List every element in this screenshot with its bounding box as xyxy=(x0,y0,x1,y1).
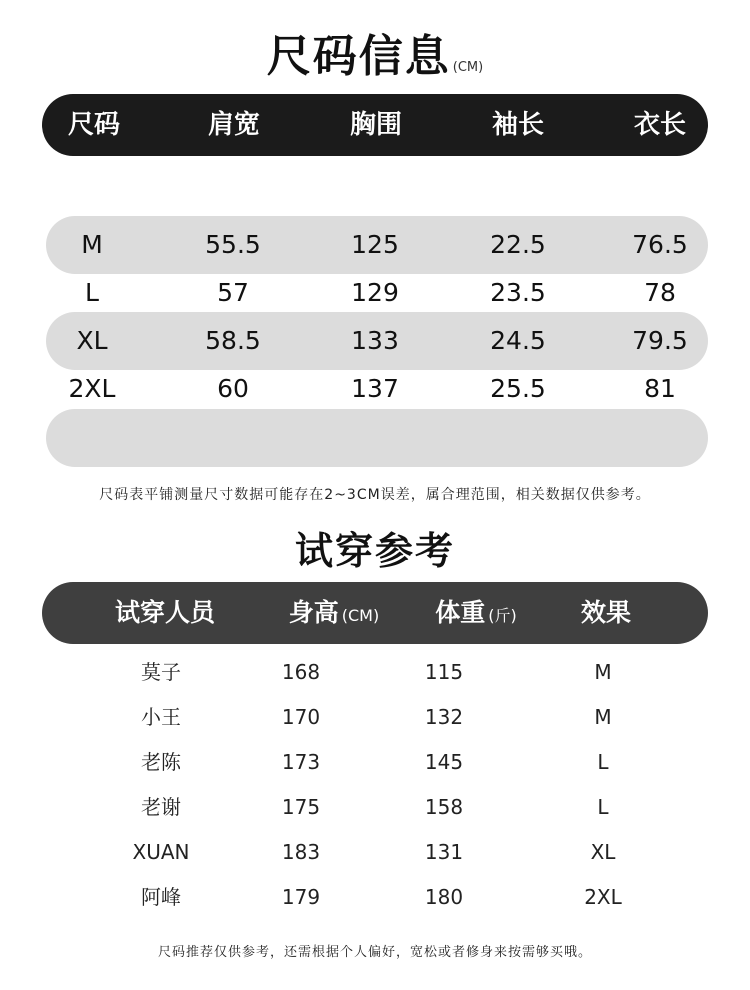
cell-chest: 125 xyxy=(351,230,399,259)
cell-height: 175 xyxy=(281,795,321,819)
header-height xyxy=(254,582,414,644)
cell-chest: 129 xyxy=(351,278,399,307)
cell-height: 168 xyxy=(281,660,321,684)
cell-size: M xyxy=(81,230,103,259)
header-shoulder: 肩宽 xyxy=(208,110,261,140)
header-length: 衣长 xyxy=(634,110,687,140)
cell-length: 81 xyxy=(644,374,676,403)
cell-weight: 131 xyxy=(424,840,464,864)
table-row xyxy=(0,742,750,782)
cell-weight: 132 xyxy=(424,705,464,729)
cell-person: 老陈 xyxy=(141,750,181,774)
cell-weight: 145 xyxy=(424,750,464,774)
cell-sleeve: 22.5 xyxy=(490,230,546,259)
fit-title-text: 试穿参考 xyxy=(294,529,455,573)
cell-person: 老谢 xyxy=(141,795,181,819)
cell-height: 170 xyxy=(281,705,321,729)
cell-shoulder: 57 xyxy=(217,278,249,307)
header-person: 试穿人员 xyxy=(114,598,215,627)
table-row xyxy=(0,269,750,317)
header-size: 尺码 xyxy=(68,110,121,140)
fit-note: 尺码推荐仅供参考，还需根据个人偏好，宽松或者修身来按需够买哦。 xyxy=(157,945,592,960)
cell-person: 阿峰 xyxy=(141,885,181,909)
cell-chest: 133 xyxy=(351,326,399,355)
table-row xyxy=(0,652,750,692)
header-weight-label: 体重 xyxy=(435,598,486,627)
header-weight-unit: (斤) xyxy=(488,606,517,625)
cell-size: XL xyxy=(76,326,108,355)
cell-sleeve: 25.5 xyxy=(490,374,546,403)
header-height-label: 身高 xyxy=(288,598,339,627)
table-row xyxy=(0,787,750,827)
cell-size: 2XL xyxy=(68,374,116,403)
size-note: 尺码表平铺测量尺寸数据可能存在2~3CM误差，属合理范围，相关数据仅供参考。 xyxy=(99,487,651,503)
cell-result: M xyxy=(594,705,612,729)
table-row xyxy=(0,317,750,365)
size-title-unit: (CM) xyxy=(452,60,484,75)
fit-table-header xyxy=(42,582,708,644)
cell-weight: 115 xyxy=(424,660,464,684)
header-height-unit: (CM) xyxy=(341,606,380,625)
cell-person: XUAN xyxy=(132,840,190,864)
cell-shoulder: 60 xyxy=(217,374,249,403)
cell-height: 183 xyxy=(281,840,321,864)
size-table-header xyxy=(42,94,708,156)
cell-result: L xyxy=(597,795,609,819)
size-title-text: 尺码信息 xyxy=(266,31,451,82)
cell-shoulder: 55.5 xyxy=(205,230,261,259)
header-sleeve: 袖长 xyxy=(492,110,545,140)
table-row xyxy=(0,832,750,872)
cell-result: 2XL xyxy=(584,885,622,909)
cell-result: XL xyxy=(590,840,616,864)
cell-length: 78 xyxy=(644,278,676,307)
header-chest: 胸围 xyxy=(350,110,403,140)
header-result: 效果 xyxy=(580,598,631,627)
table-row xyxy=(0,877,750,917)
cell-height: 179 xyxy=(281,885,321,909)
cell-person: 莫子 xyxy=(141,660,181,684)
cell-weight: 158 xyxy=(424,795,464,819)
empty-row-stripe xyxy=(46,409,708,467)
cell-chest: 137 xyxy=(351,374,399,403)
cell-height: 173 xyxy=(281,750,321,774)
cell-length: 79.5 xyxy=(632,326,688,355)
cell-length: 76.5 xyxy=(632,230,688,259)
cell-result: M xyxy=(594,660,612,684)
cell-sleeve: 23.5 xyxy=(490,278,546,307)
size-title xyxy=(0,20,750,84)
cell-result: L xyxy=(597,750,609,774)
cell-shoulder: 58.5 xyxy=(205,326,261,355)
table-row xyxy=(0,221,750,269)
fit-title xyxy=(0,520,750,575)
table-row xyxy=(0,365,750,413)
cell-person: 小王 xyxy=(141,705,181,729)
table-row xyxy=(0,697,750,737)
cell-weight: 180 xyxy=(424,885,464,909)
cell-sleeve: 24.5 xyxy=(490,326,546,355)
cell-size: L xyxy=(85,278,99,307)
header-weight xyxy=(396,582,556,644)
